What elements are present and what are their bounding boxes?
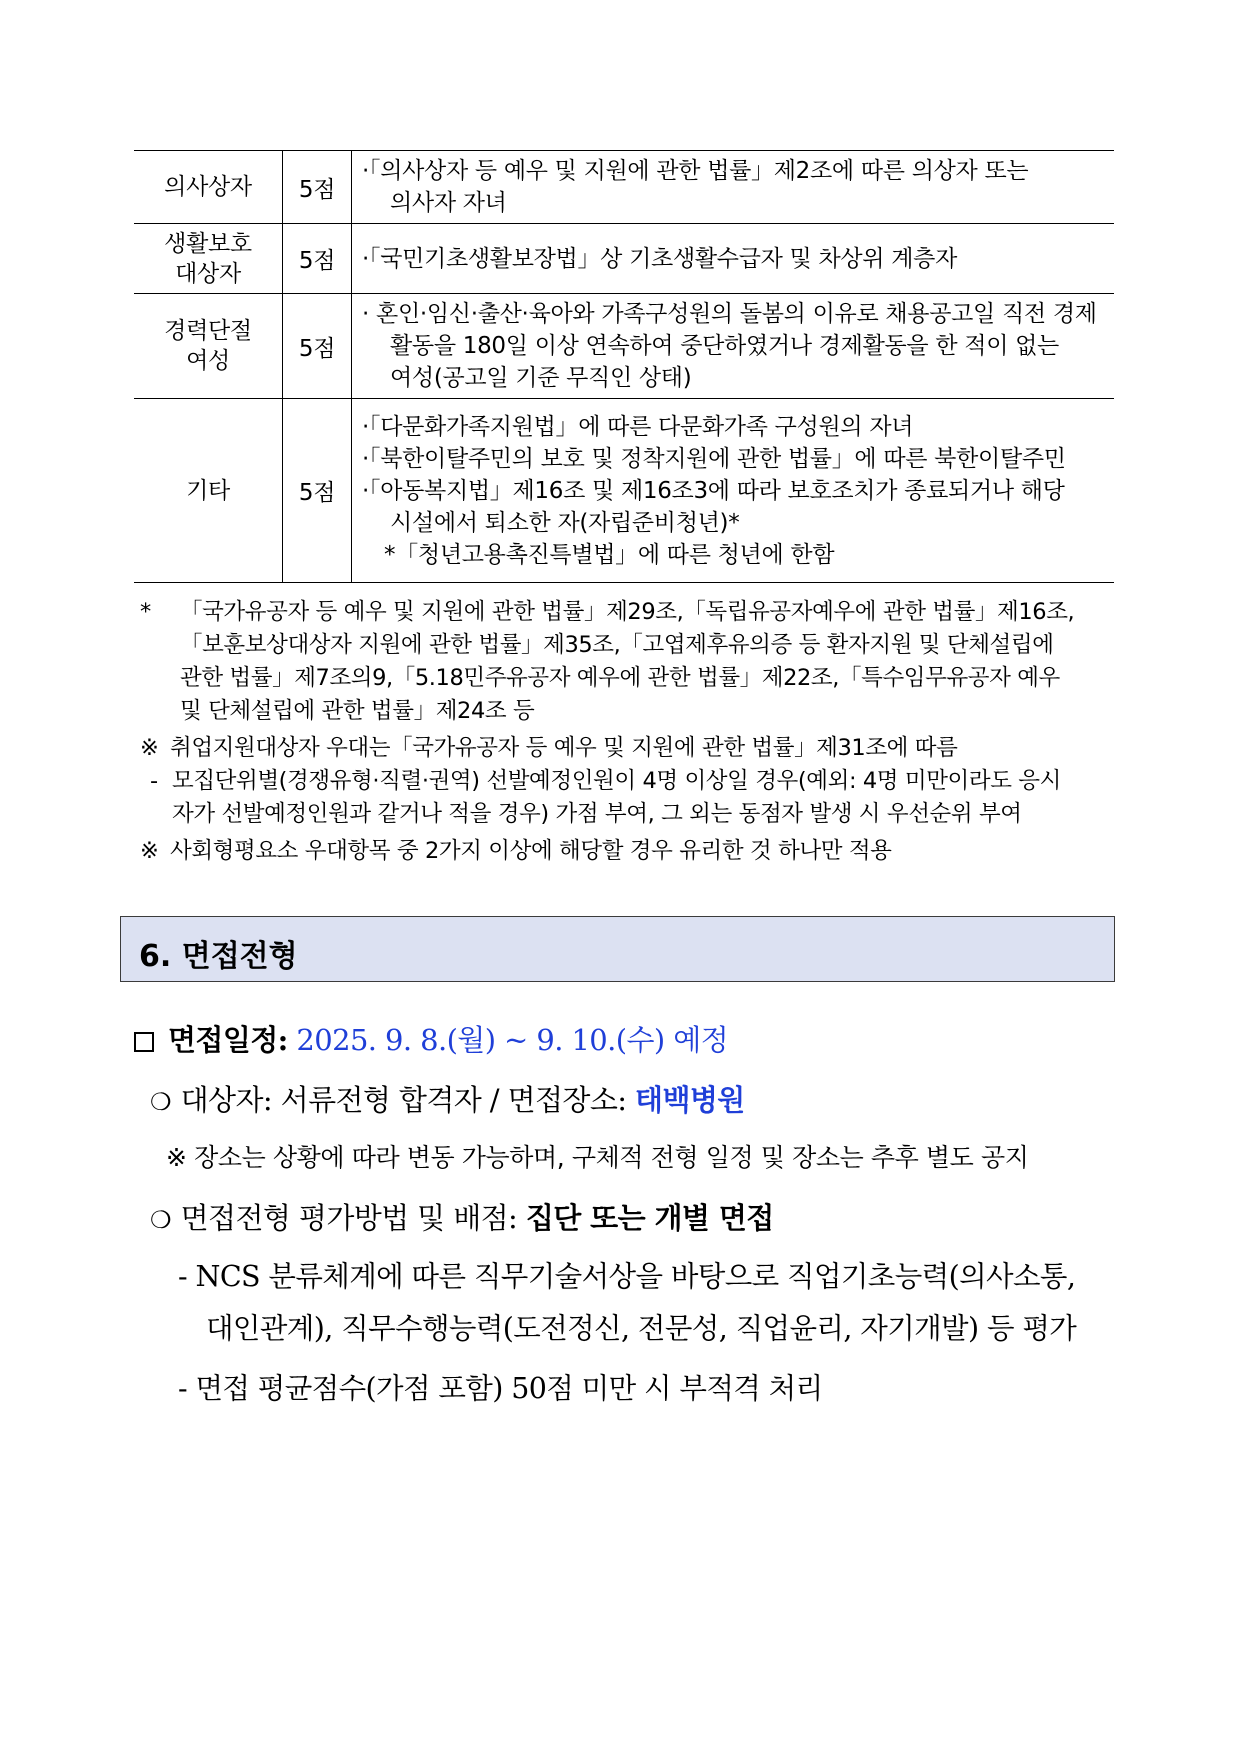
description-line: 의사자 자녀 — [390, 190, 507, 216]
note-sub-line: 자가 선발예정인원과 같거나 적을 경우) 가점 부여, 그 외는 동점자 발생 시 우선순위 부여 — [172, 801, 1022, 827]
section-header — [120, 916, 1115, 982]
description-line: ·「국민기초생활보장법」상 기초생활수급자 및 차상위 계층자 — [362, 245, 957, 272]
asterisk-mark: * — [140, 599, 151, 625]
category-label: 의사상자 — [164, 174, 252, 200]
schedule-label: 면접일정: — [168, 1023, 288, 1057]
table-row — [134, 399, 1114, 583]
interview-place: 태백병원 — [635, 1083, 745, 1117]
category-cell — [134, 399, 283, 583]
description-line: 시설에서 퇴소한 자(자립준비청년)* — [390, 509, 740, 536]
points-cell — [283, 399, 352, 583]
category-cell — [134, 294, 283, 399]
reference-line: 및 단체설립에 관한 법률」제24조 등 — [180, 698, 535, 724]
table-row — [134, 224, 1114, 294]
points-cell — [283, 151, 352, 224]
reference-note — [140, 596, 1120, 728]
description-cell — [352, 224, 1115, 294]
points-cell — [283, 294, 352, 399]
description-line: 여성(공고일 기준 무직인 상태) — [390, 365, 692, 391]
ncs-line: - NCS 분류체계에 따른 직무기술서상을 바탕으로 직업기초능력(의사소통, — [178, 1260, 1076, 1293]
note-item — [140, 732, 1120, 765]
ncs-line: 대인관계), 직무수행능력(도전정신, 전문성, 직업윤리, 자기개발) 등 평가 — [206, 1312, 1077, 1345]
interview-method — [150, 1196, 774, 1237]
note-sub-line: 모집단위별(경쟁유형·직렬·권역) 선발예정인원이 4명 이상일 경우(예외: 4명 미만이라도 응시 — [172, 768, 1061, 794]
points-value: 5점 — [298, 480, 336, 506]
description-line: 활동을 180일 이상 연속하여 중단하였거나 경제활동을 한 적이 없는 — [390, 333, 1059, 359]
note-sub-item — [140, 765, 1120, 831]
schedule-value: 2025. 9. 8.(월) ~ 9. 10.(수) 예정 — [296, 1023, 729, 1057]
checkbox-square-icon — [134, 1032, 154, 1052]
category-label: 기타 — [186, 477, 230, 504]
description-line: ·「북한이탈주민의 보호 및 정착지원에 관한 법률」에 따른 북한이탈주민 — [362, 445, 1066, 472]
table-row — [134, 294, 1114, 399]
table-row — [134, 151, 1114, 224]
category-cell — [134, 151, 283, 224]
reference-mark: ※ — [140, 735, 159, 761]
description-line: ·「아동복지법」제16조 및 제16조3에 따라 보호조치가 종료되거나 해당 — [362, 477, 1065, 504]
description-cell — [352, 294, 1115, 399]
note-text: 사회형평요소 우대항목 중 2가지 이상에 해당할 경우 유리한 것 하나만 적용 — [170, 838, 892, 864]
category-label: 생활보호 — [164, 230, 252, 257]
reference-line: 관한 법률」제7조의9,「5.18민주유공자 예우에 관한 법률」제22조,「특수임무유공자 예우 — [180, 665, 1060, 691]
category-label: 대상자 — [175, 260, 241, 287]
method-text: 면접전형 평가방법 및 배점: — [180, 1201, 518, 1235]
reference-mark: ※ — [140, 838, 159, 864]
points-value: 5점 — [298, 176, 336, 203]
dash-mark: - — [150, 768, 158, 794]
reference-line: 「보훈보상대상자 지원에 관한 법률」제35조,「고엽제후유의증 등 환자지원 및 단체설립에 — [180, 632, 1054, 658]
circle-bullet-icon: ❍ — [150, 1088, 171, 1116]
note-text: 취업지원대상자 우대는「국가유공자 등 예우 및 지원에 관한 법률」제31조에 따름 — [170, 735, 958, 761]
category-label: 경력단절 — [164, 318, 252, 344]
note-item — [140, 835, 1120, 868]
description-line: ·「다문화가족지원법」에 따른 다문화가족 구성원의 자녀 — [362, 413, 914, 440]
interview-schedule — [134, 1018, 728, 1059]
section-title: 6. 면접전형 — [139, 939, 298, 974]
description-line: ·「의사상자 등 예우 및 지원에 관한 법률」제2조에 따른 의상자 또는 — [362, 158, 1029, 184]
footnote-line: *「청년고용촉진특별법」에 따른 청년에 한함 — [384, 541, 835, 568]
category-cell — [134, 224, 283, 294]
description-line: · 혼인·임신·출산·육아와 가족구성원의 돌봄의 이유로 채용공고일 직전 경제 — [362, 301, 1097, 327]
points-cell — [283, 224, 352, 294]
reference-line: 「국가유공자 등 예우 및 지원에 관한 법률」제29조,「독립유공자예우에 관한 법률」제16조, — [180, 599, 1075, 625]
circle-bullet-icon: ❍ — [150, 1206, 171, 1234]
interview-target — [150, 1078, 745, 1119]
preference-points-table — [134, 150, 1114, 583]
description-cell — [352, 399, 1115, 583]
points-value: 5점 — [298, 335, 336, 362]
category-label: 여성 — [186, 348, 230, 374]
points-value: 5점 — [298, 248, 336, 274]
description-cell — [352, 151, 1115, 224]
place-note: ※ 장소는 상황에 따라 변동 가능하며, 구체적 전형 일정 및 장소는 추후 별도 공지 — [166, 1143, 1029, 1172]
target-text: 대상자: 서류전형 합격자 / 면접장소: — [180, 1083, 627, 1117]
notes-block — [140, 596, 1120, 868]
fail-criterion: - 면접 평균점수(가점 포함) 50점 미만 시 부적격 처리 — [178, 1372, 823, 1405]
method-value: 집단 또는 개별 면접 — [525, 1201, 774, 1235]
